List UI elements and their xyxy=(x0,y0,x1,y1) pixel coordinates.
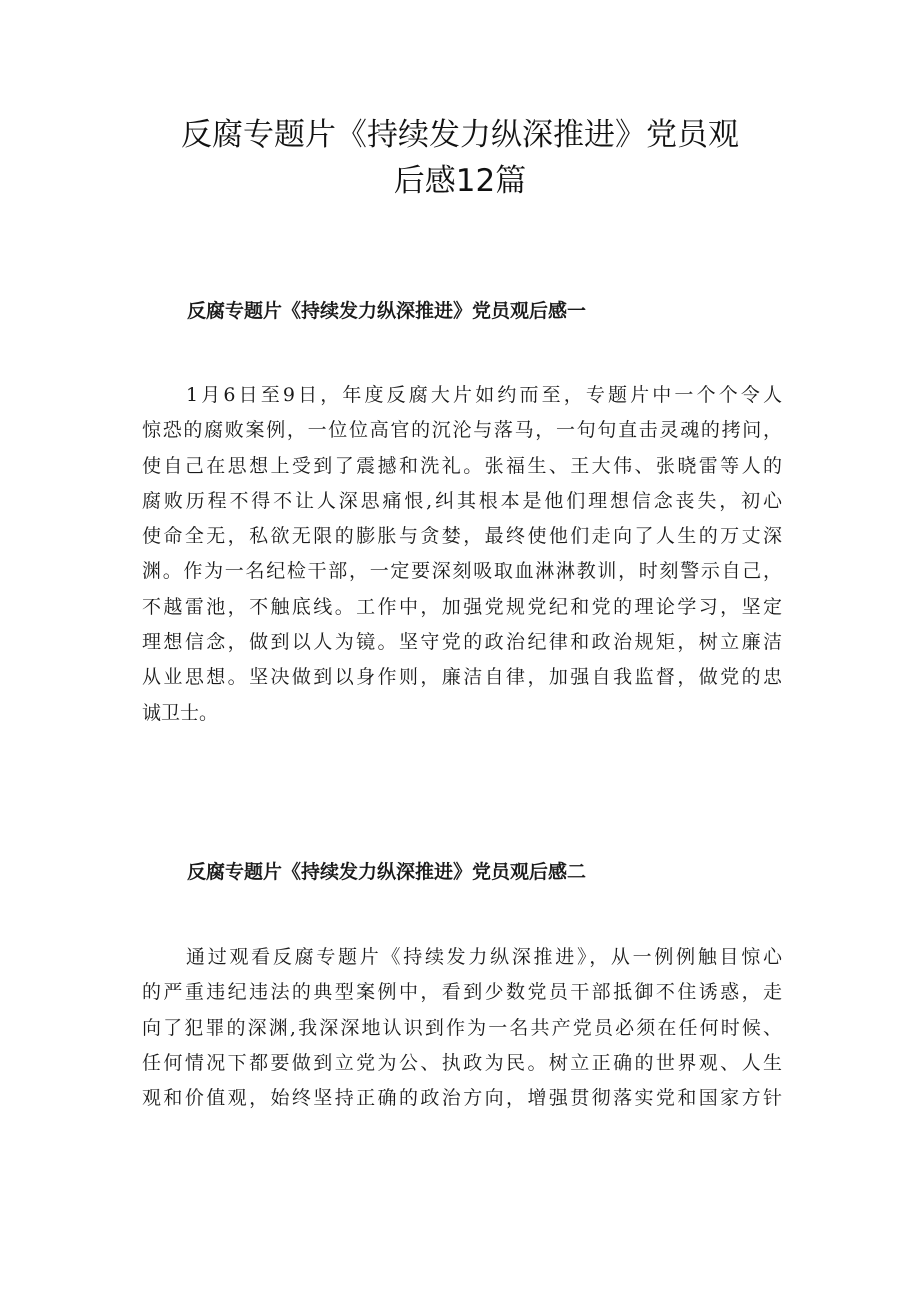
paragraph-line: 的严重违纪违法的典型案例中，看到少数党员干部抵御不住诱惑，走 xyxy=(142,981,782,1004)
title-line-1: 反腐专题片《持续发力纵深推进》党员观 xyxy=(181,117,739,153)
paragraph-line: 任何情况下都要做到立党为公、执政为民。树立正确的世界观、人生 xyxy=(142,1051,782,1074)
paragraph-line: 通过观看反腐专题片《持续发力纵深推进》，从一例例触目惊心 xyxy=(186,946,782,968)
paragraph-line: 渊。作为一名纪检干部，一定要深刻吸取血淋淋教训，时刻警示自己， xyxy=(142,560,782,583)
section-1-paragraph xyxy=(142,378,782,731)
section-2-paragraph xyxy=(142,940,782,1116)
paragraph-line: 理想信念，做到以人为镜。坚守党的政治纪律和政治规矩，树立廉洁 xyxy=(142,631,782,654)
paragraph-line: 1月6日至9日，年度反腐大片如约而至，专题片中一个个令人 xyxy=(186,384,782,406)
paragraph-line: 不越雷池，不触底线。工作中，加强党规党纪和党的理论学习，坚定 xyxy=(142,595,782,618)
title-line-2: 后感12篇 xyxy=(393,163,527,199)
paragraph-line: 向了犯罪的深渊,我深深地认识到作为一名共产党员必须在任何时候、 xyxy=(142,1016,782,1039)
section-heading-2: 反腐专题片《持续发力纵深推进》党员观后感二 xyxy=(187,861,587,883)
paragraph-line: 惊恐的腐败案例，一位位高官的沉沦与落马，一句句直击灵魂的拷问， xyxy=(142,419,782,442)
paragraph-line: 腐败历程不得不让人深思痛恨,纠其根本是他们理想信念丧失，初心 xyxy=(142,489,782,512)
section-heading-1: 反腐专题片《持续发力纵深推进》党员观后感一 xyxy=(187,300,587,322)
paragraph-line: 从业思想。坚决做到以身作则，廉洁自律，加强自我监督，做党的忠 xyxy=(142,666,782,689)
paragraph-line: 观和价值观，始终坚持正确的政治方向，增强贯彻落实党和国家方针 xyxy=(142,1087,782,1110)
paragraph-line: 诚卫士。 xyxy=(142,701,219,724)
document-title xyxy=(100,112,820,204)
paragraph-line: 使命全无，私欲无限的膨胀与贪婪，最终使他们走向了人生的万丈深 xyxy=(142,525,782,548)
paragraph-line: 使自己在思想上受到了震撼和洗礼。张福生、王大伟、张晓雷等人的 xyxy=(142,454,782,477)
